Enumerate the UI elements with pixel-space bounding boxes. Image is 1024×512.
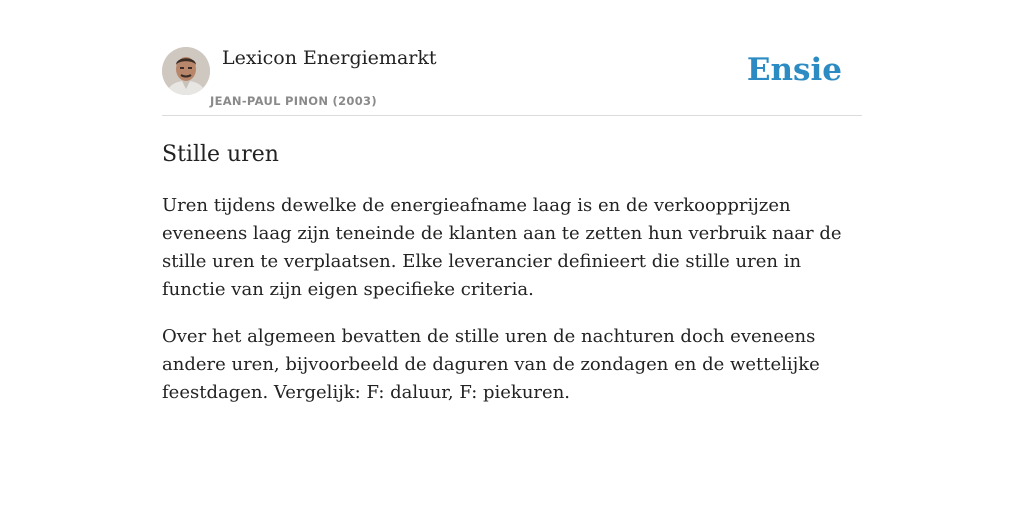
- definition-paragraph: Over het algemeen bevatten de stille uren de nachturen doch eveneens andere uren, bijvoorbeeld de daguren van de zondagen en de wettelijke feestdagen. Vergelijk: F: daluur, F: piekuren.: [162, 326, 820, 403]
- definition-paragraph: Uren tijdens dewelke de energieafname laag is en de verkoopprijzen eveneens laag zijn teneinde de klanten aan te zetten hun verbruik naar de stille uren te verplaatsen. Elke leverancier definieert die stille uren in functie van zijn eigen specifieke criteria.: [162, 195, 842, 300]
- definition-body: [162, 192, 862, 407]
- author-portrait-image: [162, 47, 210, 95]
- entry-container: [162, 0, 862, 407]
- term-heading: Stille uren: [162, 142, 279, 167]
- author-avatar: [162, 47, 210, 95]
- author-credit: JEAN-PAUL PINON (2003): [210, 94, 377, 108]
- lexicon-title[interactable]: Lexicon Energiemarkt: [222, 47, 437, 69]
- brand-logo[interactable]: Ensie: [746, 52, 842, 88]
- entry-header: [162, 0, 862, 116]
